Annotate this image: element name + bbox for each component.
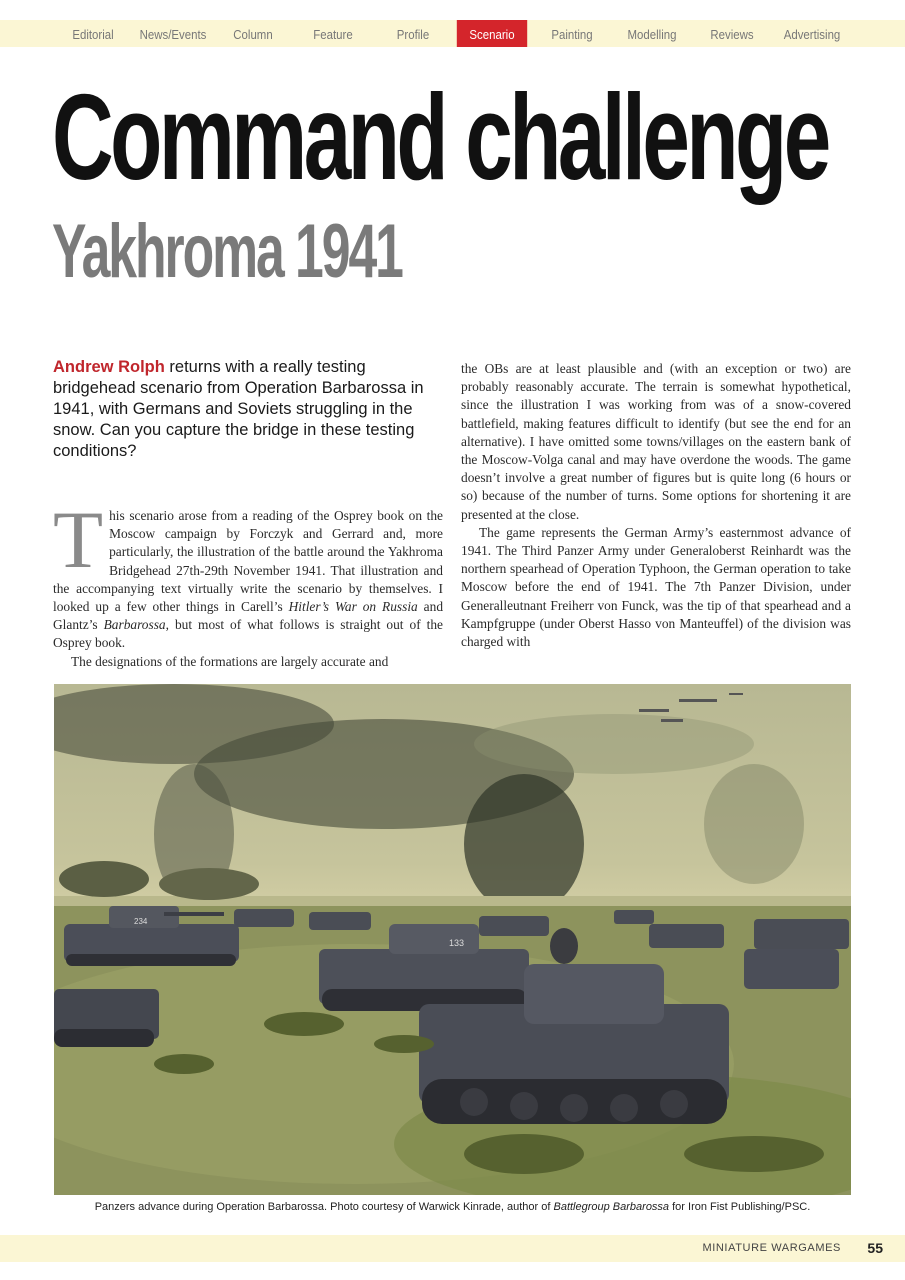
body-paragraph: This scenario arose from a reading of the Osprey book on the Moscow campaign by Forczyk and Gerrard and, more particularly, the illustration of the battle around the Yakhroma Bridgehead 27th-29th November 1941. That illustration and the accompanying text virtually write the scenario by themselves. I looked up a few other things in Carell’s Hitler’s War on Russia and Glantz’s Barbarossa, but most of what follows is straight out of the Osprey book. <box>53 494 444 651</box>
shrub <box>264 1012 344 1036</box>
nav-profile[interactable]: Profile <box>396 27 430 42</box>
battle-photo <box>54 684 851 1195</box>
photo-caption: Panzers advance during Operation Barbarossa. Photo courtesy of Warwick Kinrade, author of Battlegroup Barbarossa for Iron Fist Publishing/PSC. <box>94 1201 811 1213</box>
shrub <box>464 1134 584 1174</box>
tank-commander-figure <box>550 928 578 964</box>
nav-advertising[interactable]: Advertising <box>783 27 841 42</box>
tank-right <box>744 949 839 989</box>
tank-distant <box>649 924 724 948</box>
tank-marking: 133 <box>449 938 465 948</box>
shrub <box>374 1035 434 1053</box>
tank-distant <box>309 912 371 930</box>
tank-distant <box>754 919 849 949</box>
page-footer <box>0 1235 905 1262</box>
tree <box>59 861 149 897</box>
nav-news-events[interactable]: News/Events <box>139 27 207 42</box>
tank-distant <box>614 910 654 924</box>
nav-modelling[interactable]: Modelling <box>627 27 677 42</box>
shrub <box>684 1136 824 1172</box>
magazine-name: MINIATURE WARGAMES <box>702 1242 841 1254</box>
body-column-left <box>53 494 444 671</box>
tree <box>159 868 259 900</box>
smoke-cloud <box>704 764 804 884</box>
nav-feature[interactable]: Feature <box>313 27 353 42</box>
nav-painting[interactable]: Painting <box>551 27 593 42</box>
nav-column[interactable]: Column <box>233 27 273 42</box>
author-name: Andrew Rolph <box>53 358 165 376</box>
drop-cap: T <box>53 494 104 585</box>
tank-distant <box>234 909 294 927</box>
nav-editorial[interactable]: Editorial <box>72 27 114 42</box>
page-number: 55 <box>867 1240 883 1256</box>
standfirst <box>53 357 443 462</box>
smoke-cloud <box>474 714 754 774</box>
panzer-diorama-illustration <box>54 684 851 1195</box>
smoke-cloud <box>464 774 584 914</box>
nav-reviews[interactable]: Reviews <box>710 27 754 42</box>
tank-marking: 234 <box>134 917 148 926</box>
section-nav <box>0 20 905 47</box>
body-paragraph: the OBs are at least plausible and (with an exception or two) are probably reasonably accurate. The terrain is somewhat hypothetical, since the illustration I was working from was of a snow-covered battlefield, making features difficult to identify (but see the end for an alternative). I have omitted some towns/villages on the eastern bank of the Moscow-Volga canal and may have overdone the woods. The game doesn’t involve a great number of figures but is quite long (6 hours or so) because of the number of turns. Some options for shortening it are presented at the close. <box>461 361 851 522</box>
standfirst-text: returns with a really testing bridgehead scenario from Operation Barbarossa in 1941, with Germans and Soviets struggling in the snow. Can you capture the bridge in these testing conditions? <box>53 358 424 460</box>
body-paragraph: The designations of the formations are largely accurate and <box>71 653 389 669</box>
tank-distant <box>479 916 549 936</box>
shrub <box>154 1054 214 1074</box>
subheadline: Yakhroma 1941 <box>52 209 402 294</box>
nav-scenario[interactable]: Scenario <box>457 20 527 47</box>
headline: Command challenge <box>52 69 828 205</box>
body-column-right <box>461 360 851 651</box>
body-paragraph: The game represents the German Army’s easternmost advance of 1941. The Third Panzer Army under Generaloberst Reinhardt was the northern spearhead of Operation Typhoon, the German operation to take Moscow before the end of 1941. The 7th Panzer Division, under Generalleutnant Freiherr von Funck, was the tip of that spearhead and a Kampfgruppe (under Oberst Hasso von Manteuffel) of the division was charged with <box>461 524 851 650</box>
